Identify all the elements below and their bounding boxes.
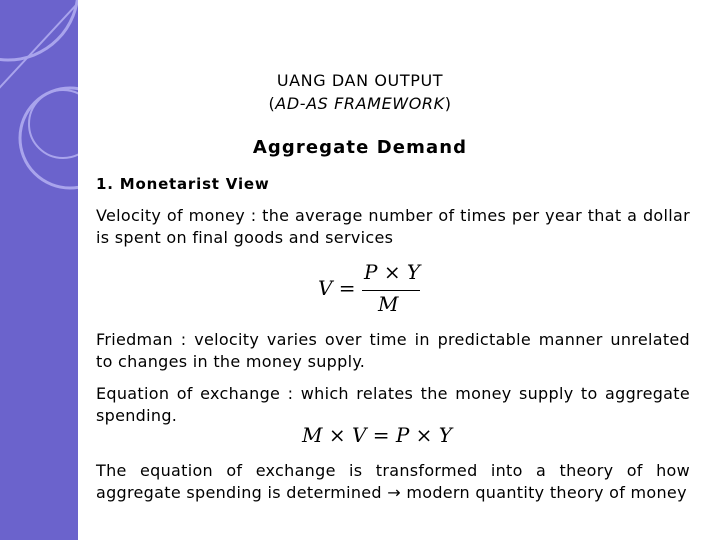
section-heading: Aggregate Demand: [252, 137, 468, 158]
velocity-formula-numerator: P × Y: [364, 260, 421, 284]
paragraph-friedman: Friedman : velocity varies over time in predictable manner unrelated to changes in the money supply.: [96, 330, 690, 371]
paragraph-velocity-definition: Velocity of money : the average number of times per year that a dollar is spent on final goods and services: [96, 206, 690, 247]
paragraph-quantity-theory: The equation of exchange is transformed into a theory of how aggregate spending is determined → modern quantity theory of money: [96, 461, 690, 502]
slide-subtitle-text: AD-AS FRAMEWORK: [275, 94, 445, 113]
slide-title: UANG DAN OUTPUT: [276, 71, 444, 90]
decorative-circles-graphic: [0, 0, 78, 540]
decorative-circle-large: [0, 0, 78, 60]
decorative-diagonal-line: [0, 0, 78, 98]
paragraph-equation-of-exchange: Equation of exchange : which relates the money supply to aggregate spending.: [96, 384, 690, 425]
velocity-formula: [318, 258, 428, 320]
slide-content: [96, 0, 692, 540]
velocity-formula-lhs: V =: [318, 276, 356, 300]
equation-of-exchange-formula: M × V = P × Y: [302, 423, 452, 447]
decorative-circle-mid: [20, 88, 78, 188]
velocity-formula-denominator: M: [378, 292, 399, 316]
slide-subtitle: (AD-AS FRAMEWORK): [268, 94, 452, 113]
fraction-bar: [362, 290, 420, 291]
numbered-heading: 1. Monetarist View: [96, 175, 270, 193]
decorative-sidebar: [0, 0, 78, 540]
